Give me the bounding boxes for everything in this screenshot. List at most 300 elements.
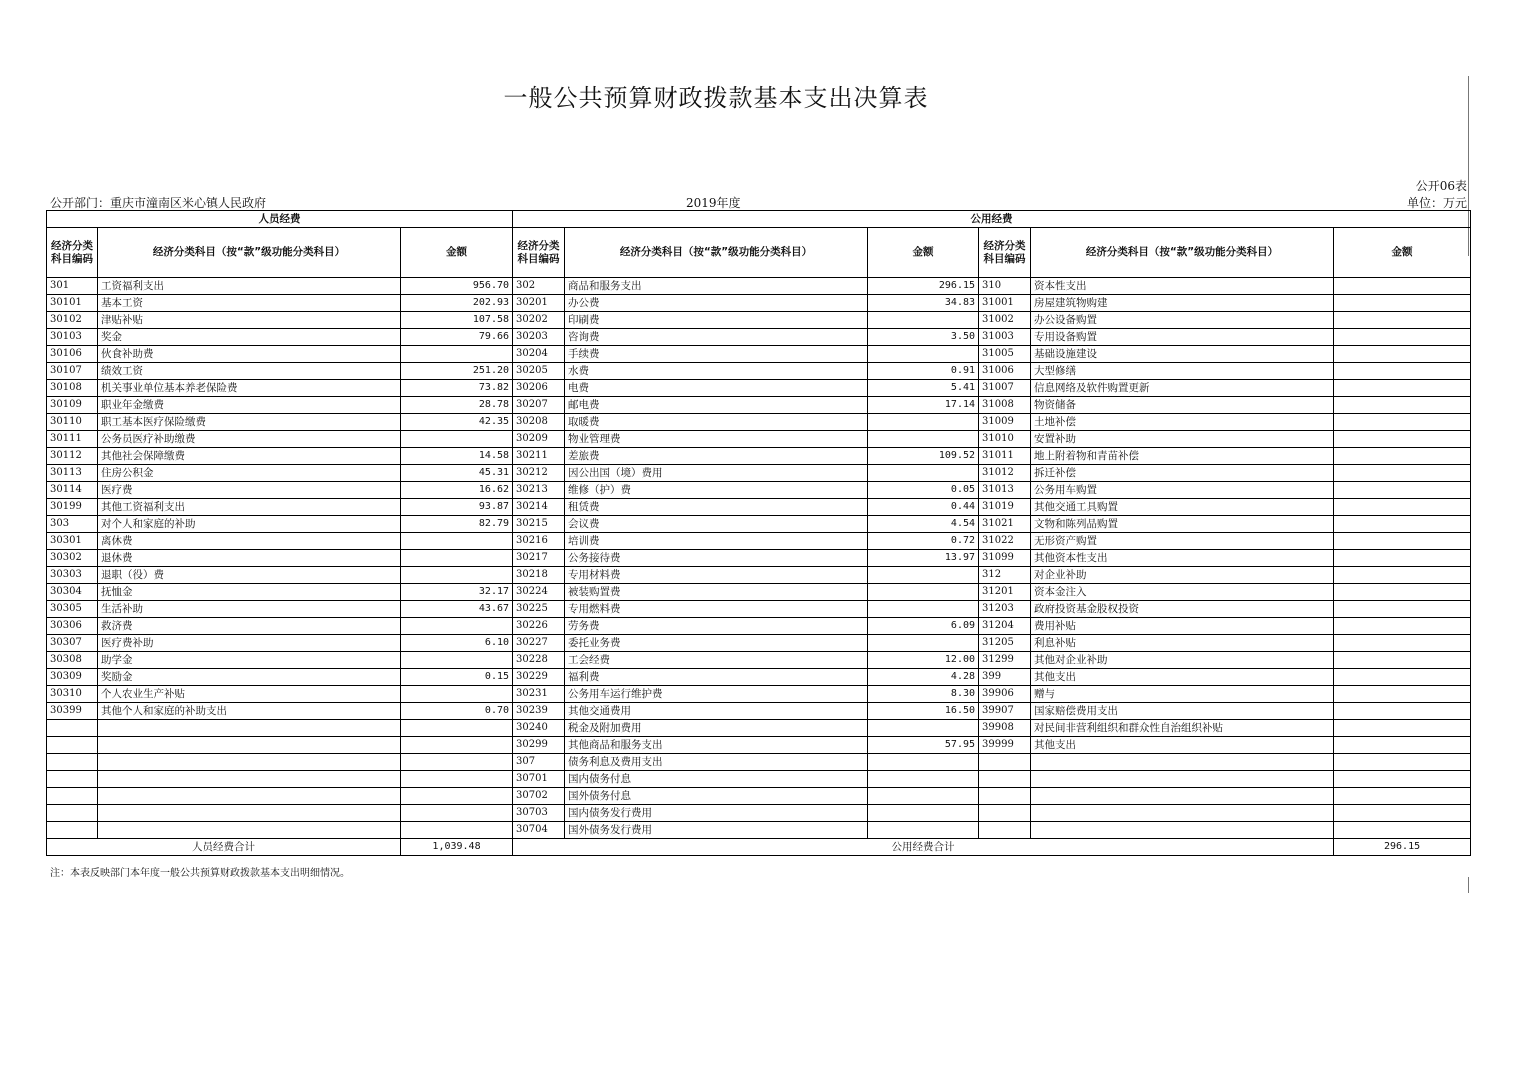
- cell-amount: 4.28: [868, 669, 979, 686]
- cell-code: 31011: [979, 448, 1031, 465]
- cell-code: [979, 822, 1031, 839]
- cell-code: 30399: [47, 703, 98, 720]
- cell-amount: [1334, 431, 1471, 448]
- cell-name: 利息补贴: [1031, 635, 1334, 652]
- cell-amount: [401, 533, 513, 550]
- table-row: [47, 499, 1471, 516]
- cell-code: [979, 771, 1031, 788]
- cell-name: 委托业务费: [565, 635, 868, 652]
- table-row: [47, 618, 1471, 635]
- cell-code: 30208: [513, 414, 565, 431]
- cell-name: 基本工资: [98, 295, 401, 312]
- cell-name: [98, 822, 401, 839]
- cell-name: 其他交通费用: [565, 703, 868, 720]
- cell-amount: [1334, 771, 1471, 788]
- cell-code: 30307: [47, 635, 98, 652]
- cell-amount: [1334, 686, 1471, 703]
- cell-amount: [868, 771, 979, 788]
- cell-amount: [1334, 822, 1471, 839]
- cell-name: 公务接待费: [565, 550, 868, 567]
- col-header-name: 经济分类科目（按“款”级功能分类科目）: [1031, 228, 1334, 278]
- cell-name: [1031, 822, 1334, 839]
- cell-code: 30306: [47, 618, 98, 635]
- cell-amount: 34.83: [868, 295, 979, 312]
- cell-name: 大型修缮: [1031, 363, 1334, 380]
- table-row: [47, 482, 1471, 499]
- cell-amount: 43.67: [401, 601, 513, 618]
- cell-amount: 5.41: [868, 380, 979, 397]
- cell-amount: [1334, 516, 1471, 533]
- cell-name: 信息网络及软件购置更新: [1031, 380, 1334, 397]
- table-row: [47, 601, 1471, 618]
- cell-amount: [1334, 397, 1471, 414]
- table-row: [47, 788, 1471, 805]
- cell-name: 手续费: [565, 346, 868, 363]
- cell-code: 30201: [513, 295, 565, 312]
- table-row: [47, 720, 1471, 737]
- cell-code: 30207: [513, 397, 565, 414]
- cell-code: 31022: [979, 533, 1031, 550]
- cell-name: 国内债务发行费用: [565, 805, 868, 822]
- table-row: [47, 805, 1471, 822]
- cell-name: 国外债务发行费用: [565, 822, 868, 839]
- cell-code: 301: [47, 278, 98, 295]
- table-row: [47, 397, 1471, 414]
- table-row: [47, 686, 1471, 703]
- cell-code: 31299: [979, 652, 1031, 669]
- cell-code: 30113: [47, 465, 98, 482]
- cell-name: 商品和服务支出: [565, 278, 868, 295]
- cell-code: 31005: [979, 346, 1031, 363]
- cell-amount: [401, 431, 513, 448]
- cell-code: 30109: [47, 397, 98, 414]
- cell-amount: [1334, 550, 1471, 567]
- cell-amount: 0.44: [868, 499, 979, 516]
- cell-amount: 202.93: [401, 295, 513, 312]
- cell-amount: 93.87: [401, 499, 513, 516]
- cell-name: 拆迁补偿: [1031, 465, 1334, 482]
- cell-amount: [1334, 584, 1471, 601]
- cell-code: 30229: [513, 669, 565, 686]
- table-row: [47, 278, 1471, 295]
- cell-code: 30239: [513, 703, 565, 720]
- cell-code: 30205: [513, 363, 565, 380]
- cell-name: 专用材料费: [565, 567, 868, 584]
- cell-code: 30202: [513, 312, 565, 329]
- cell-amount: [1334, 737, 1471, 754]
- cell-amount: [1334, 754, 1471, 771]
- table-row: [47, 703, 1471, 720]
- cell-code: 31008: [979, 397, 1031, 414]
- cell-amount: [401, 822, 513, 839]
- department-label: 公开部门：重庆市潼南区米心镇人民政府: [50, 196, 267, 210]
- table-body: [47, 278, 1471, 839]
- cell-name: 地上附着物和青苗补偿: [1031, 448, 1334, 465]
- cell-amount: [401, 754, 513, 771]
- cell-code: 31009: [979, 414, 1031, 431]
- cell-name: [1031, 771, 1334, 788]
- cell-name: 对个人和家庭的补助: [98, 516, 401, 533]
- cell-code: 30206: [513, 380, 565, 397]
- cell-name: 专用设备购置: [1031, 329, 1334, 346]
- cell-amount: [401, 652, 513, 669]
- cell-code: [979, 788, 1031, 805]
- cell-amount: [401, 550, 513, 567]
- cell-amount: 296.15: [868, 278, 979, 295]
- cell-name: 其他社会保障缴费: [98, 448, 401, 465]
- cell-amount: [401, 737, 513, 754]
- cell-amount: [868, 805, 979, 822]
- cell-name: 资本金注入: [1031, 584, 1334, 601]
- cell-amount: 107.58: [401, 312, 513, 329]
- cell-amount: [1334, 703, 1471, 720]
- col-header-code: 经济分类科目编码: [513, 228, 565, 278]
- cell-name: 医疗费: [98, 482, 401, 499]
- cell-amount: [1334, 788, 1471, 805]
- cell-amount: [1334, 312, 1471, 329]
- cell-amount: [868, 465, 979, 482]
- cell-name: 安置补助: [1031, 431, 1334, 448]
- cell-name: 工资福利支出: [98, 278, 401, 295]
- cell-code: [47, 737, 98, 754]
- cell-name: 职工基本医疗保险缴费: [98, 414, 401, 431]
- cell-code: 31006: [979, 363, 1031, 380]
- table-row: [47, 822, 1471, 839]
- cell-name: 办公费: [565, 295, 868, 312]
- cell-code: 31001: [979, 295, 1031, 312]
- cell-code: 31007: [979, 380, 1031, 397]
- cell-name: 奖励金: [98, 669, 401, 686]
- cell-code: 30106: [47, 346, 98, 363]
- cell-code: 31204: [979, 618, 1031, 635]
- public-total-amount: 296.15: [1334, 839, 1471, 856]
- cell-name: [98, 788, 401, 805]
- cell-code: 30209: [513, 431, 565, 448]
- cell-code: 307: [513, 754, 565, 771]
- cell-code: 30303: [47, 567, 98, 584]
- cell-name: 公务用车购置: [1031, 482, 1334, 499]
- cell-name: [98, 754, 401, 771]
- table-row: [47, 295, 1471, 312]
- cell-code: 30216: [513, 533, 565, 550]
- cell-code: 31205: [979, 635, 1031, 652]
- cell-name: 物业管理费: [565, 431, 868, 448]
- table-row: [47, 448, 1471, 465]
- cell-code: 31203: [979, 601, 1031, 618]
- cell-name: 差旅费: [565, 448, 868, 465]
- cell-amount: 0.15: [401, 669, 513, 686]
- table-row: [47, 754, 1471, 771]
- cell-name: 其他资本性支出: [1031, 550, 1334, 567]
- cell-name: 退职（役）费: [98, 567, 401, 584]
- cell-amount: [868, 567, 979, 584]
- cell-name: [1031, 805, 1334, 822]
- cell-code: 30226: [513, 618, 565, 635]
- cell-name: 电费: [565, 380, 868, 397]
- cell-code: [47, 720, 98, 737]
- cell-code: [47, 771, 98, 788]
- cell-name: 对民间非营利组织和群众性自治组织补贴: [1031, 720, 1334, 737]
- cell-code: 30214: [513, 499, 565, 516]
- cell-code: 399: [979, 669, 1031, 686]
- cell-code: [47, 754, 98, 771]
- cell-amount: [1334, 278, 1471, 295]
- cell-name: 其他个人和家庭的补助支出: [98, 703, 401, 720]
- cell-amount: [1334, 346, 1471, 363]
- cell-code: 30203: [513, 329, 565, 346]
- cell-name: [1031, 788, 1334, 805]
- table-row: [47, 516, 1471, 533]
- cell-code: 30213: [513, 482, 565, 499]
- cell-name: 公务用车运行维护费: [565, 686, 868, 703]
- cell-code: 30102: [47, 312, 98, 329]
- cell-name: 住房公积金: [98, 465, 401, 482]
- cell-name: 生活补助: [98, 601, 401, 618]
- cell-name: 伙食补助费: [98, 346, 401, 363]
- cell-name: 取暖费: [565, 414, 868, 431]
- cell-amount: 6.09: [868, 618, 979, 635]
- table-row: [47, 533, 1471, 550]
- cell-name: 专用燃料费: [565, 601, 868, 618]
- cell-name: [98, 805, 401, 822]
- page-border-line: [1468, 877, 1469, 893]
- cell-code: 30227: [513, 635, 565, 652]
- cell-code: 30218: [513, 567, 565, 584]
- cell-code: [47, 788, 98, 805]
- cell-name: 资本性支出: [1031, 278, 1334, 295]
- cell-code: 30108: [47, 380, 98, 397]
- cell-amount: [1334, 618, 1471, 635]
- cell-name: 费用补贴: [1031, 618, 1334, 635]
- cell-code: 30701: [513, 771, 565, 788]
- cell-name: 对企业补助: [1031, 567, 1334, 584]
- cell-amount: [1334, 448, 1471, 465]
- cell-code: 30211: [513, 448, 565, 465]
- col-header-name: 经济分类科目（按“款”级功能分类科目）: [98, 228, 401, 278]
- cell-amount: [401, 567, 513, 584]
- cell-amount: 0.70: [401, 703, 513, 720]
- cell-amount: 0.91: [868, 363, 979, 380]
- cell-name: 物资储备: [1031, 397, 1334, 414]
- cell-code: 30204: [513, 346, 565, 363]
- cell-name: [98, 720, 401, 737]
- cell-code: 31002: [979, 312, 1031, 329]
- cell-amount: [1334, 669, 1471, 686]
- cell-code: 30110: [47, 414, 98, 431]
- cell-amount: [868, 788, 979, 805]
- table-row: [47, 380, 1471, 397]
- cell-name: 退休费: [98, 550, 401, 567]
- cell-name: 政府投资基金股权投资: [1031, 601, 1334, 618]
- cell-amount: [868, 601, 979, 618]
- cell-name: 公务员医疗补助缴费: [98, 431, 401, 448]
- cell-name: 国外债务付息: [565, 788, 868, 805]
- table-row: [47, 669, 1471, 686]
- cell-code: 31021: [979, 516, 1031, 533]
- cell-code: 39999: [979, 737, 1031, 754]
- cell-code: 30305: [47, 601, 98, 618]
- table-row: [47, 771, 1471, 788]
- cell-amount: [401, 346, 513, 363]
- table-row: [47, 346, 1471, 363]
- cell-code: 30308: [47, 652, 98, 669]
- cell-name: 邮电费: [565, 397, 868, 414]
- cell-code: 30309: [47, 669, 98, 686]
- cell-code: 39908: [979, 720, 1031, 737]
- cell-amount: [1334, 363, 1471, 380]
- cell-amount: [401, 720, 513, 737]
- cell-code: 39906: [979, 686, 1031, 703]
- cell-amount: [868, 754, 979, 771]
- col-header-code: 经济分类科目编码: [47, 228, 98, 278]
- cell-amount: 28.78: [401, 397, 513, 414]
- cell-amount: 17.14: [868, 397, 979, 414]
- cell-code: [979, 805, 1031, 822]
- cell-name: 津贴补贴: [98, 312, 401, 329]
- cell-code: 30702: [513, 788, 565, 805]
- cell-amount: [868, 635, 979, 652]
- cell-name: 其他商品和服务支出: [565, 737, 868, 754]
- cell-name: 其他对企业补助: [1031, 652, 1334, 669]
- cell-amount: [868, 584, 979, 601]
- cell-amount: 3.50: [868, 329, 979, 346]
- cell-name: 救济费: [98, 618, 401, 635]
- cell-amount: 956.70: [401, 278, 513, 295]
- cell-amount: [1334, 635, 1471, 652]
- cell-code: 30703: [513, 805, 565, 822]
- cell-amount: [1334, 414, 1471, 431]
- cell-code: 30299: [513, 737, 565, 754]
- expenditure-table: [46, 210, 1471, 856]
- cell-code: 30704: [513, 822, 565, 839]
- cell-amount: 79.66: [401, 329, 513, 346]
- cell-amount: [1334, 533, 1471, 550]
- cell-code: 31099: [979, 550, 1031, 567]
- cell-name: 水费: [565, 363, 868, 380]
- cell-amount: 4.54: [868, 516, 979, 533]
- cell-name: 基础设施建设: [1031, 346, 1334, 363]
- cell-amount: [1334, 482, 1471, 499]
- fiscal-year: 2019年度: [686, 196, 741, 210]
- cell-code: 30215: [513, 516, 565, 533]
- cell-amount: [868, 822, 979, 839]
- cell-name: 培训费: [565, 533, 868, 550]
- cell-name: 其他支出: [1031, 669, 1334, 686]
- page-title: 一般公共预算财政拨款基本支出决算表: [503, 84, 929, 112]
- cell-name: 文物和陈列品购置: [1031, 516, 1334, 533]
- cell-name: 离休费: [98, 533, 401, 550]
- cell-code: 31012: [979, 465, 1031, 482]
- cell-name: 其他工资福利支出: [98, 499, 401, 516]
- cell-name: 债务利息及费用支出: [565, 754, 868, 771]
- cell-code: [979, 754, 1031, 771]
- col-header-name: 经济分类科目（按“款”级功能分类科目）: [565, 228, 868, 278]
- cell-code: 30302: [47, 550, 98, 567]
- cell-code: 31019: [979, 499, 1031, 516]
- cell-code: 30310: [47, 686, 98, 703]
- cell-code: 31003: [979, 329, 1031, 346]
- table-row: [47, 635, 1471, 652]
- cell-code: 312: [979, 567, 1031, 584]
- cell-name: 被装购置费: [565, 584, 868, 601]
- cell-name: 劳务费: [565, 618, 868, 635]
- cell-amount: [868, 431, 979, 448]
- cell-name: 税金及附加费用: [565, 720, 868, 737]
- cell-name: [98, 737, 401, 754]
- cell-name: 土地补偿: [1031, 414, 1334, 431]
- cell-code: 310: [979, 278, 1031, 295]
- cell-name: 工会经费: [565, 652, 868, 669]
- table-row: [47, 652, 1471, 669]
- cell-amount: 16.50: [868, 703, 979, 720]
- cell-amount: 14.58: [401, 448, 513, 465]
- cell-amount: 6.10: [401, 635, 513, 652]
- cell-amount: [1334, 329, 1471, 346]
- cell-code: 30228: [513, 652, 565, 669]
- form-number: 公开06表: [1415, 179, 1467, 193]
- cell-name: 其他交通工具购置: [1031, 499, 1334, 516]
- cell-name: 赠与: [1031, 686, 1334, 703]
- cell-amount: [868, 346, 979, 363]
- cell-amount: [1334, 380, 1471, 397]
- table-row: [47, 431, 1471, 448]
- cell-amount: [1334, 652, 1471, 669]
- cell-name: 助学金: [98, 652, 401, 669]
- cell-name: 印刷费: [565, 312, 868, 329]
- cell-name: 无形资产购置: [1031, 533, 1334, 550]
- cell-code: 30111: [47, 431, 98, 448]
- cell-name: 职业年金缴费: [98, 397, 401, 414]
- cell-code: [47, 822, 98, 839]
- cell-amount: 109.52: [868, 448, 979, 465]
- cell-amount: [1334, 465, 1471, 482]
- cell-code: 30199: [47, 499, 98, 516]
- cell-name: 会议费: [565, 516, 868, 533]
- cell-name: 维修（护）费: [565, 482, 868, 499]
- cell-code: 30212: [513, 465, 565, 482]
- cell-name: [1031, 754, 1334, 771]
- cell-code: 30231: [513, 686, 565, 703]
- cell-code: 30217: [513, 550, 565, 567]
- cell-name: 国家赔偿费用支出: [1031, 703, 1334, 720]
- table-row: [47, 414, 1471, 431]
- cell-name: 因公出国（境）费用: [565, 465, 868, 482]
- col-header-amount: 金额: [1334, 228, 1471, 278]
- cell-code: 30101: [47, 295, 98, 312]
- cell-name: [98, 771, 401, 788]
- table-note: 注：本表反映部门本年度一般公共预算财政拨款基本支出明细情况。: [50, 868, 350, 879]
- cell-name: 国内债务付息: [565, 771, 868, 788]
- cell-amount: [401, 805, 513, 822]
- cell-amount: [1334, 567, 1471, 584]
- group-header-personnel: 人员经费: [47, 211, 513, 228]
- cell-code: 30225: [513, 601, 565, 618]
- cell-name: 其他支出: [1031, 737, 1334, 754]
- cell-name: 抚恤金: [98, 584, 401, 601]
- cell-amount: 13.97: [868, 550, 979, 567]
- group-header-public: 公用经费: [513, 211, 1471, 228]
- cell-amount: 73.82: [401, 380, 513, 397]
- cell-code: 30107: [47, 363, 98, 380]
- personnel-total-label: 人员经费合计: [47, 839, 401, 856]
- cell-name: 咨询费: [565, 329, 868, 346]
- table-row: [47, 737, 1471, 754]
- cell-name: 奖金: [98, 329, 401, 346]
- cell-code: 30103: [47, 329, 98, 346]
- cell-amount: 82.79: [401, 516, 513, 533]
- cell-code: 303: [47, 516, 98, 533]
- table-row: [47, 550, 1471, 567]
